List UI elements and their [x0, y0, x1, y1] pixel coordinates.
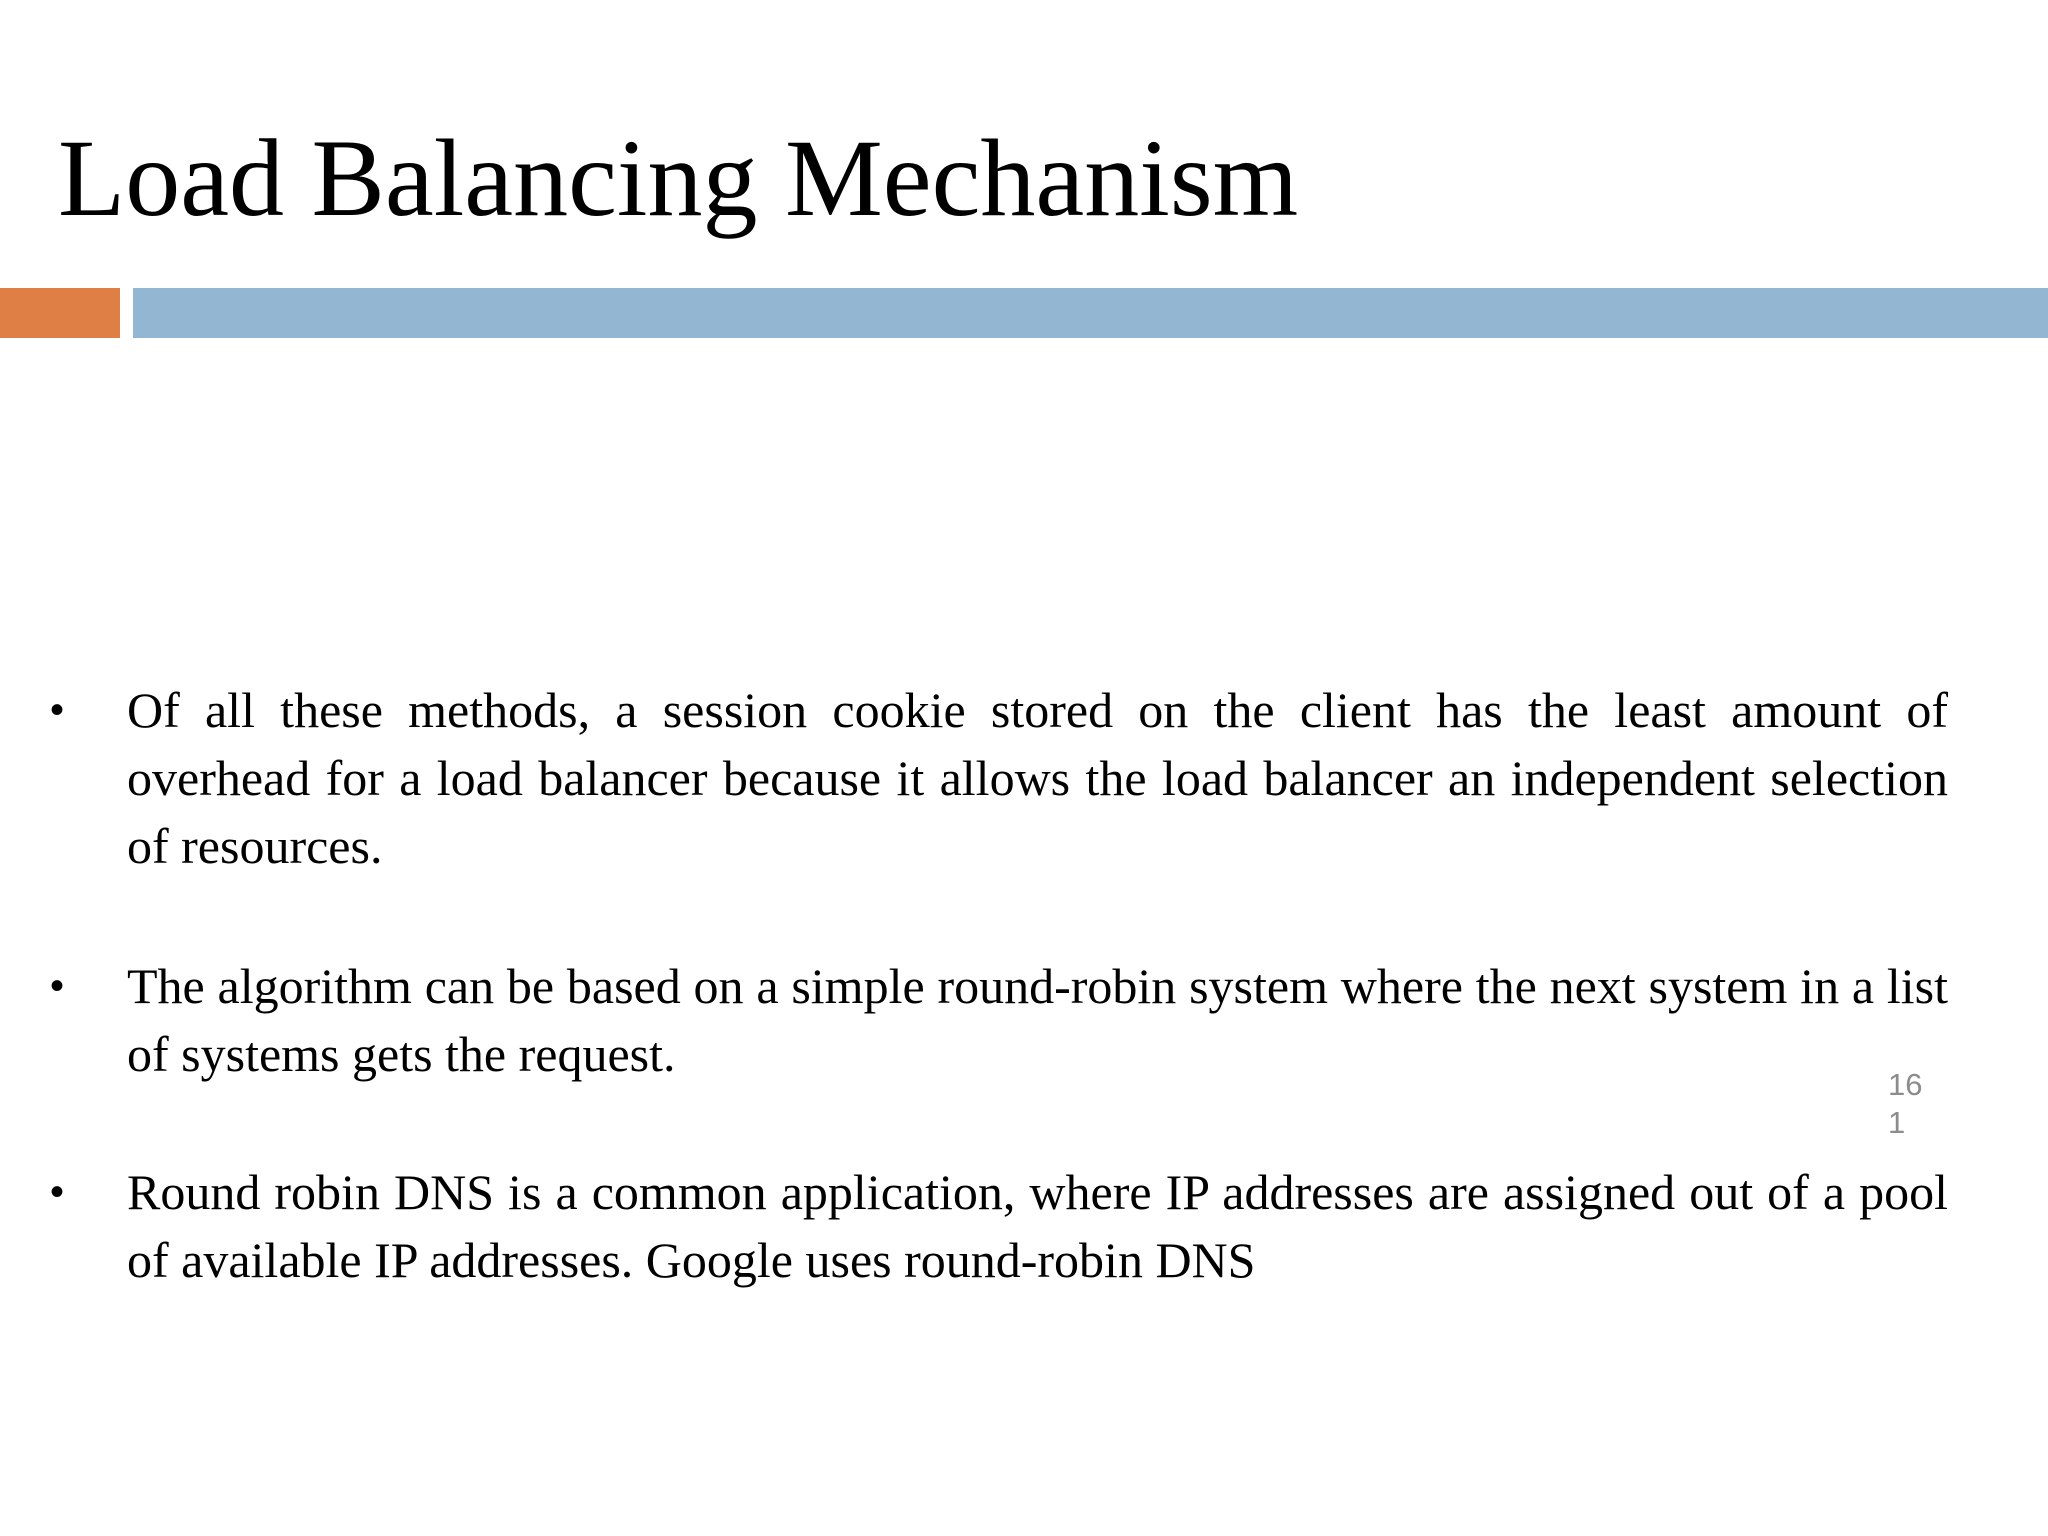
bullet-marker: •	[50, 1170, 65, 1214]
bullet-item	[44, 952, 1948, 1088]
slide-title: Load Balancing Mechanism	[58, 117, 1299, 239]
bullet-list	[44, 676, 1948, 1366]
title-accent-bar	[0, 288, 120, 338]
bullet-marker: •	[50, 964, 65, 1008]
bullet-marker: •	[50, 688, 65, 732]
bullet-text: Of all these methods, a session cookie stored on the client has the least amount of overhead for a load balancer because it allows the load balancer an independent selection of resources.	[127, 682, 1948, 874]
bullet-text: Round robin DNS is a common application, where IP addresses are assigned out of a pool of available IP addresses. Google uses round-robin DNS	[127, 1164, 1948, 1288]
bullet-text: The algorithm can be based on a simple round-robin system where the next system in a list of systems gets the request.	[127, 958, 1948, 1082]
title-rule-bar	[133, 288, 2048, 338]
page-number: 161	[1888, 1067, 1923, 1140]
bullet-item	[44, 1158, 1948, 1294]
bullet-item	[44, 676, 1948, 880]
